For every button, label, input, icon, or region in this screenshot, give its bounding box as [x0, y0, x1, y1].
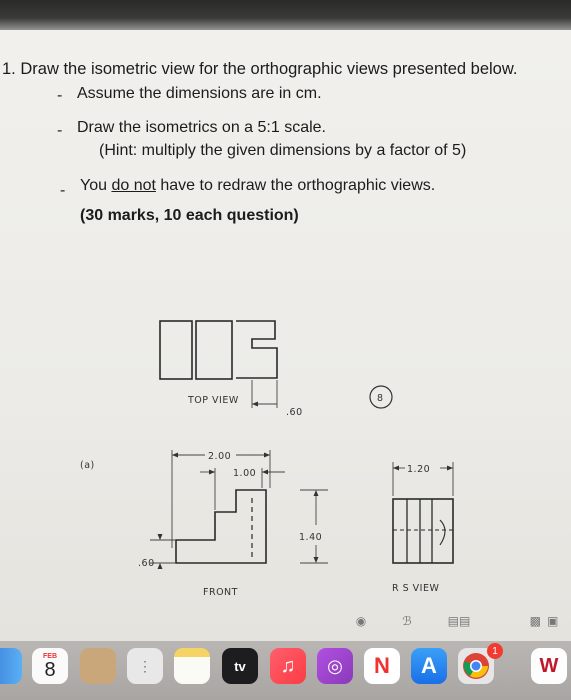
calendar-day: 8: [44, 658, 56, 681]
calendar-icon[interactable]: [32, 648, 68, 684]
finder-icon[interactable]: [0, 648, 22, 684]
question-title: [2, 60, 517, 79]
dim-60-left: .60: [138, 558, 155, 569]
music-icon[interactable]: ♫: [270, 648, 306, 684]
arrowhead: [158, 563, 163, 569]
eye-icon[interactable]: ◉: [355, 614, 367, 628]
circle-number: 8: [377, 393, 384, 404]
dim-140: 1.40: [299, 532, 323, 543]
note-underlined: do not: [111, 177, 156, 194]
news-icon[interactable]: N: [364, 648, 400, 684]
top-view-mid-block: [196, 321, 232, 379]
question-number: 1.: [2, 60, 16, 78]
arrowhead: [172, 453, 178, 458]
top-view-label: TOP VIEW: [188, 395, 239, 406]
question-title-text: Draw the isometric view for the orthographic views presented below.: [20, 60, 518, 78]
bullet-dash: -: [57, 122, 63, 139]
bullet-dash: -: [60, 182, 66, 199]
arrowhead: [264, 453, 270, 458]
arrowhead: [314, 557, 319, 563]
contacts-icon[interactable]: [80, 648, 116, 684]
bullet-assume-cm: Assume the dimensions are in cm.: [77, 85, 322, 102]
reader-icon[interactable]: ▤▤: [447, 614, 471, 628]
marks-text: (30 marks, 10 each question): [80, 207, 299, 224]
arrowhead: [158, 534, 163, 540]
podcasts-icon[interactable]: ◎: [317, 648, 353, 684]
top-view-left-block: [160, 321, 192, 379]
word-icon[interactable]: W: [531, 648, 567, 684]
dim-120: 1.20: [407, 464, 431, 475]
hint-text: (Hint: multiply the given dimensions by a factor of 5): [99, 142, 467, 159]
apple-tv-icon[interactable]: [222, 648, 258, 684]
chrome-glyph: [462, 652, 490, 680]
notification-badge: 1: [487, 643, 503, 659]
rs-view-arc: [440, 520, 445, 545]
arrowhead: [447, 466, 453, 471]
tv-label: tv: [234, 658, 246, 674]
bullet-scale: Draw the isometrics on a 5:1 scale.: [77, 119, 326, 136]
window-icon[interactable]: ▩ ▣: [529, 614, 559, 628]
arrowhead: [393, 466, 399, 471]
arrowhead: [314, 490, 319, 496]
arrowhead: [209, 470, 215, 475]
rs-view-outline: [393, 499, 453, 563]
dim-100: 1.00: [233, 468, 257, 479]
orthographic-drawing: [0, 300, 571, 620]
front-label: FRONT: [203, 587, 238, 598]
calendar-month: FEB: [43, 652, 57, 660]
dock: [0, 641, 571, 700]
top-view-slotted-block: [236, 321, 277, 378]
rs-view-label: R S VIEW: [392, 583, 440, 594]
bullet-dash: -: [57, 87, 63, 104]
note-after: have to redraw the orthographic views.: [155, 177, 436, 194]
notes-icon[interactable]: [174, 648, 210, 684]
dim-60-top: .60: [286, 407, 303, 418]
part-label: (a): [80, 460, 95, 471]
note-no-redraw: [80, 177, 435, 195]
arrowhead: [262, 470, 268, 475]
app-store-icon[interactable]: A: [411, 648, 447, 684]
text-cursor-icon[interactable]: ℬ: [402, 614, 412, 628]
note-before: You: [80, 177, 112, 194]
dim-200: 2.00: [208, 451, 232, 462]
arrowhead: [252, 402, 258, 407]
launchpad-icon[interactable]: ⋮: [127, 648, 163, 684]
